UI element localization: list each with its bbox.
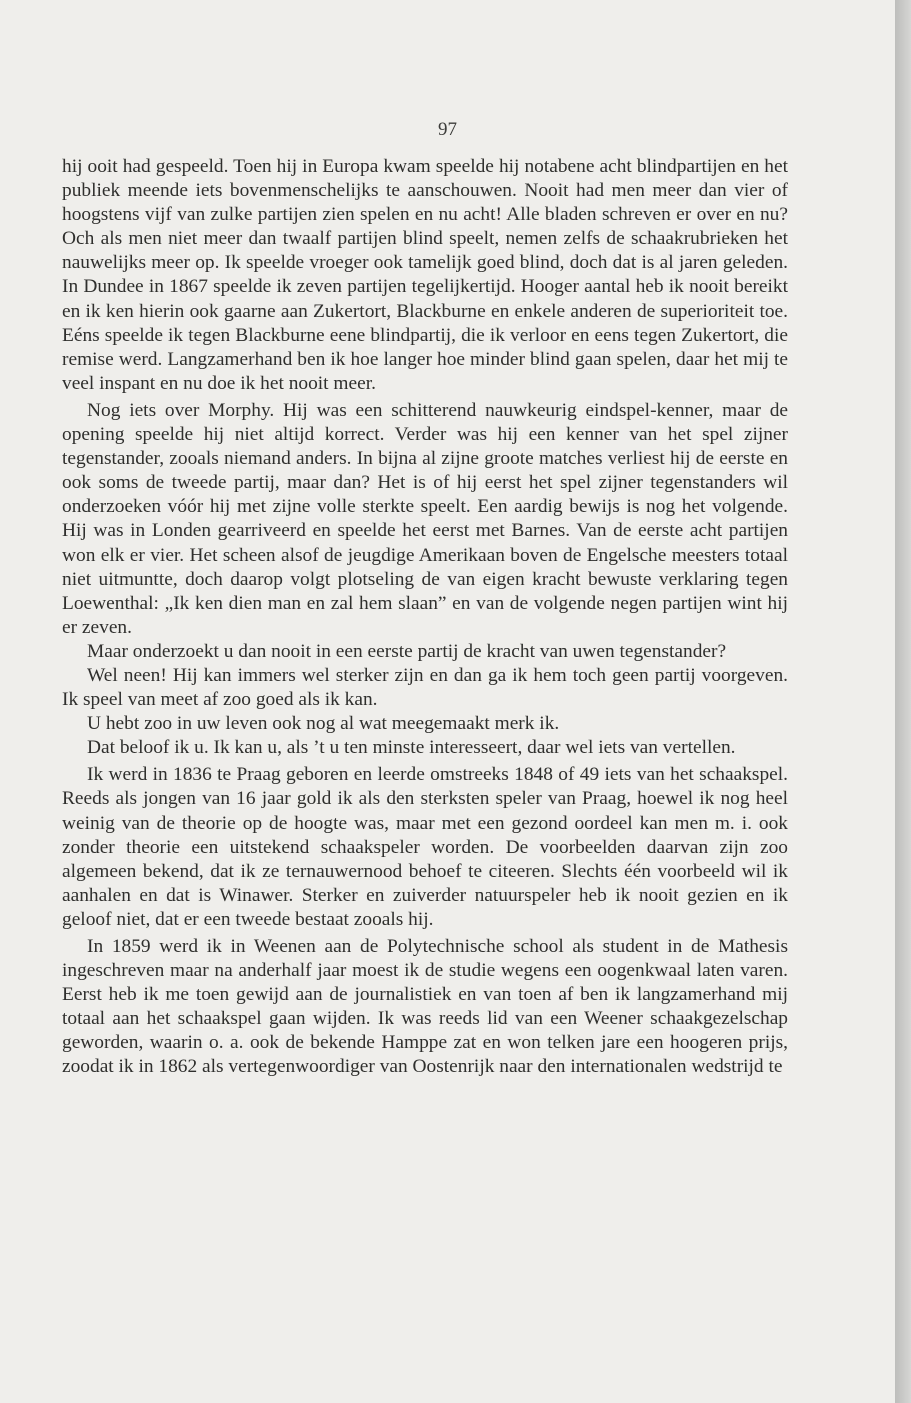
paragraph-morphy: Nog iets over Morphy. Hij was een schitterend nauwkeurig eindspel-kenner, maar de opening speelde hij niet altijd korrect. Verder was hij een kenner van het spel zijner tegenstander, zooals niemand anders. In bijna al zijne groote matches verliest hij de eerste en ook soms de tweede partij, maar dan? Het is of hij eerst het spel zijner tegenstanders wil onderzoeken vóór hij met zijne volle sterkte speelt. Een aardig bewijs is nog het volgende. Hij was in Londen gearriveerd en speelde het eerst met Barnes. Van de eerste acht partijen won elk er vier. Het scheen alsof de jeugdige Amerikaan boven de Engelsche meesters totaal niet uitmuntte, doch daarop volgt plotseling de van eigen kracht bewuste verklaring tegen Loewenthal: „Ik ken dien man en zal hem slaan” en van de volgende negen partijen wint hij er zeven. — [62, 399, 788, 638]
page-number: 97 — [438, 119, 457, 140]
paragraph-answer: Wel neen! Hij kan immers wel sterker zijn en dan ga ik hem toch geen partij voorgeven. Ik speel van meet af zoo goed als ik kan. — [62, 664, 788, 711]
paragraph-continuation: hij ooit had gespeeld. Toen hij in Europa kwam speelde hij notabene acht blindpartijen en het publiek meende iets bovenmenschelijks te aanschouwen. Nooit had men meer dan vier of hoogstens vijf van zulke partijen zien spelen en nu acht! Alle bladen schreven er over en nu? Och als men niet meer dan twaalf partijen blind speelt, nemen zelfs de schaakrubrieken het nauwelijks meer op. Ik speelde vroeger ook tamelijk goed blind, doch dat is al jaren geleden. In Dundee in 1867 speelde ik zeven partijen tegelijkertijd. Hooger aantal heb ik nooit bereikt en ik ken hierin ook gaarne aan Zukertort, Blackburne en enkele anderen de superioriteit toe. Eéns speelde ik tegen Blackburne eene blindpartij, die ik verloor en eens tegen Zukertort, die remise werd. Langzamerhand ben ik hoe langer hoe minder blind gaan spelen, daar het mij te veel inspant en nu doe ik het nooit meer. — [62, 156, 788, 394]
page-edge — [895, 0, 911, 1403]
paragraph-reply: Dat beloof ik u. Ik kan u, als ’t u ten minste interesseert, daar wel iets van vertellen. — [87, 737, 736, 759]
paragraph-question: Maar onderzoekt u dan nooit in een eerste partij de kracht van uwen tegenstander? — [87, 640, 727, 662]
paragraph-remark: U hebt zoo in uw leven ook nog al wat meegemaakt merk ik. — [87, 713, 560, 735]
paragraph-biography: Ik werd in 1836 te Praag geboren en leerde omstreeks 1848 of 49 iets van het schaakspel. Reeds als jongen van 16 jaar gold ik als den sterksten speler van Praag, hoewel ik nog heel weinig van de theorie op de hoogte was, maar met een gezond oordeel kan men m. i. ook zonder theorie een uitstekend schaakspeler worden. De voorbeelden daarvan zijn zoo algemeen bekend, dat ik ze ternauwernood behoef te citeeren. Slechts één voorbeeld wil ik aanhalen en dat is Winawer. Sterker en zuiverder natuurspeler heb ik nooit gezien en ik geloof niet, dat er een tweede bestaat zooals hij. — [62, 764, 788, 930]
paragraph-vienna: In 1859 werd ik in Weenen aan de Polytechnische school als student in de Mathesis ingeschreven maar na anderhalf jaar moest ik de studie wegens een oogenkwaal laten varen. Eerst heb ik me toen gewijd aan de journalistiek en van toen af ben ik langzamerhand mij totaal aan het schaakspel gaan wijden. Ik was reeds lid van een Weener schaakgezelschap geworden, waarin o. a. ook de bekende Hamppe zat en won telken jare een hoogeren prijs, zoodat ik in 1862 als vertegenwoordiger van Oostenrijk naar den internationalen wedstrijd te — [62, 936, 788, 1078]
body-text — [62, 155, 788, 1080]
